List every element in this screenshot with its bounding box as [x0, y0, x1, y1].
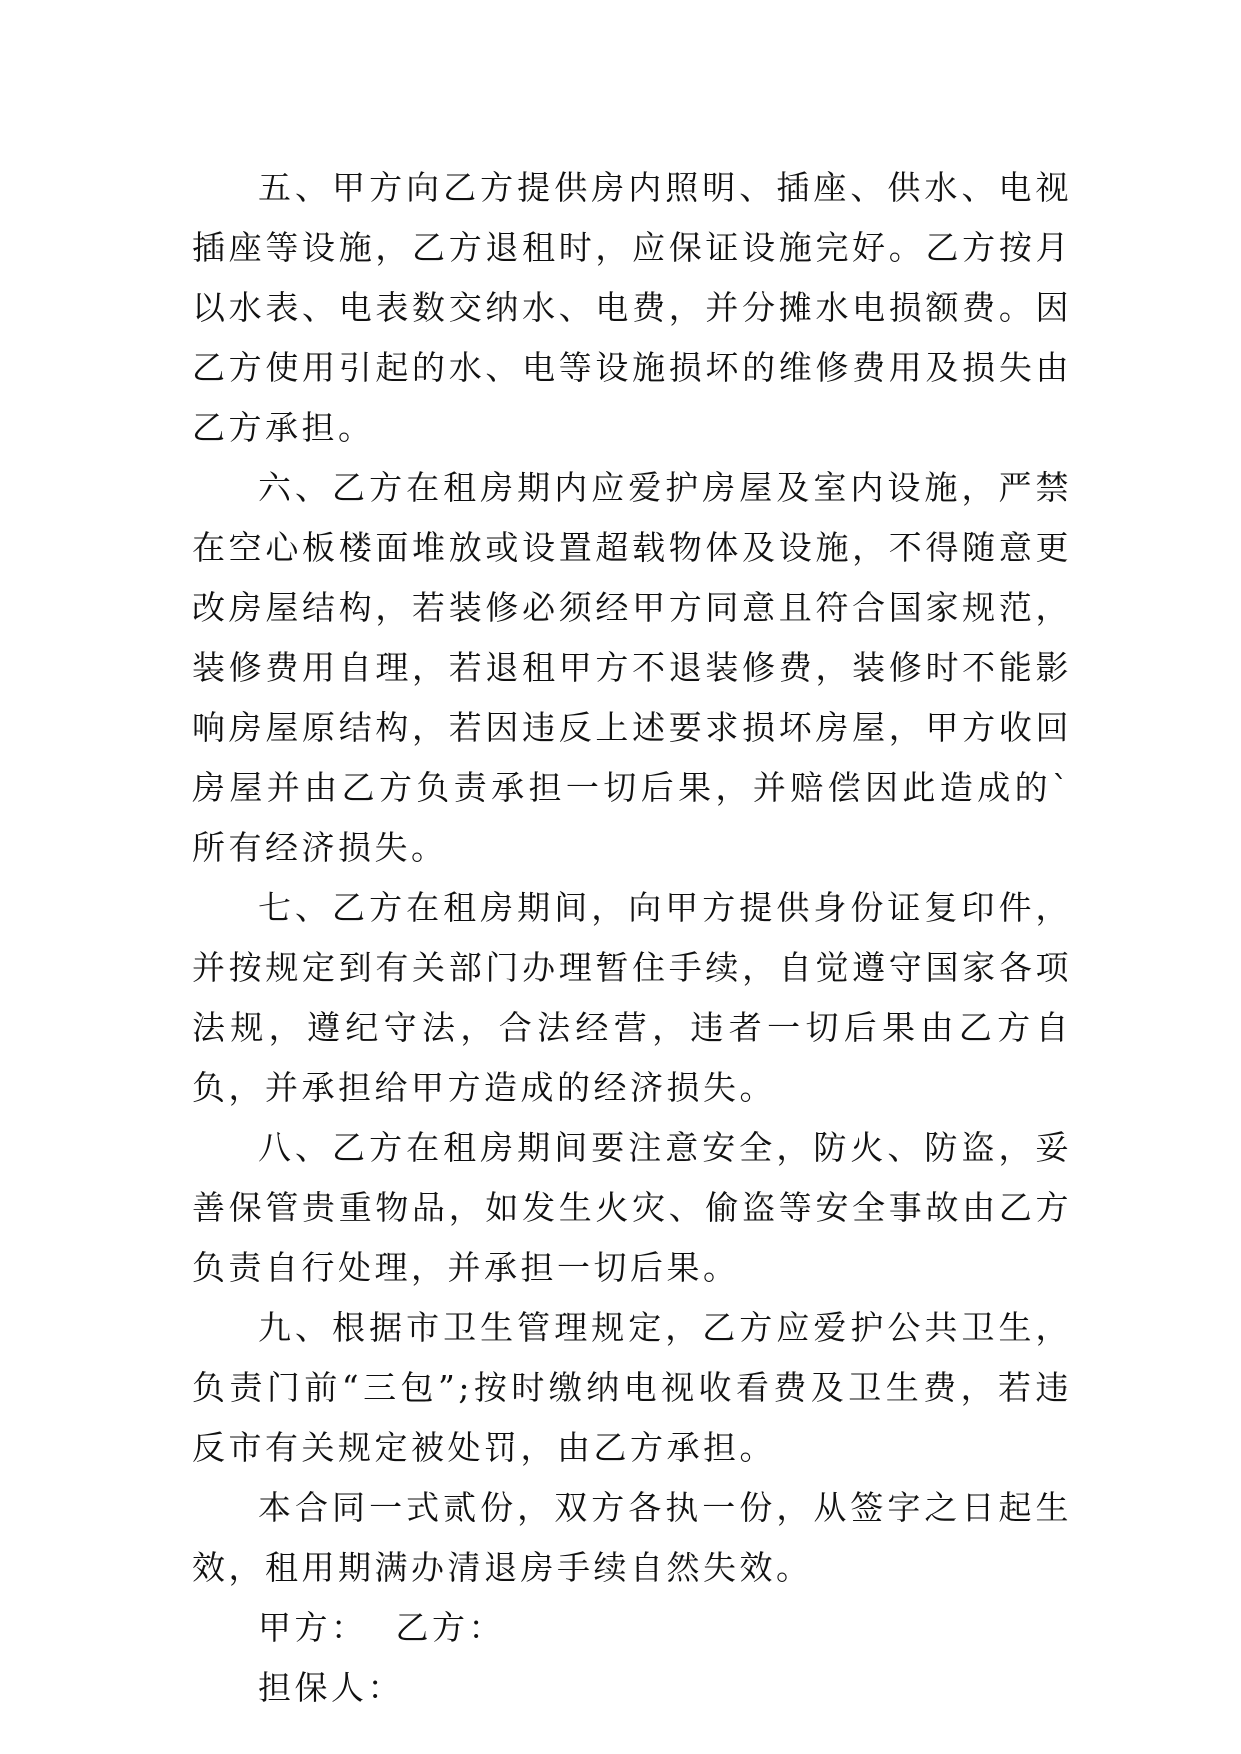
signature-parties — [192, 1598, 1072, 1658]
guarantor-label: 担保人： — [258, 1668, 404, 1707]
clause-6: 六、乙方在租房期内应爱护房屋及室内设施，严禁在空心板楼面堆放或设置超载物体及设施，不得随意更改房屋结构，若装修必须经甲方同意且符合国家规范，装修费用自理，若退租甲方不退装修费，装修时不能影响房屋原结构，若因违反上述要求损坏房屋，甲方收回房屋并由乙方负责承担一切后果，并赔偿因此造成的`所有经济损失。 — [192, 468, 1072, 867]
clause-5: 五、甲方向乙方提供房内照明、插座、供水、电视插座等设施，乙方退租时，应保证设施完好。乙方按月以水表、电表数交纳水、电费，并分摊水电损额费。因乙方使用引起的水、电等设施损坏的维修费用及损失由乙方承担。 — [192, 168, 1072, 447]
signature-guarantor — [192, 1658, 1072, 1718]
closing-clause: 本合同一式贰份，双方各执一份，从签字之日起生效，租用期满办清退房手续自然失效。 — [192, 1488, 1072, 1587]
party-b-label: 乙方： — [395, 1608, 505, 1647]
party-a-label: 甲方： — [258, 1608, 368, 1647]
contract-body — [192, 158, 1072, 1718]
clause-7: 七、乙方在租房期间，向甲方提供身份证复印件，并按规定到有关部门办理暂住手续，自觉遵守国家各项法规，遵纪守法，合法经营，违者一切后果由乙方自负，并承担给甲方造成的经济损失。 — [192, 888, 1072, 1107]
clause-8: 八、乙方在租房期间要注意安全，防火、防盗，妥善保管贵重物品，如发生火灾、偷盗等安全事故由乙方负责自行处理，并承担一切后果。 — [192, 1128, 1072, 1287]
clause-9: 九、根据市卫生管理规定，乙方应爱护公共卫生，负责门前“三包”;按时缴纳电视收看费及卫生费，若违反市有关规定被处罚，由乙方承担。 — [192, 1308, 1072, 1467]
